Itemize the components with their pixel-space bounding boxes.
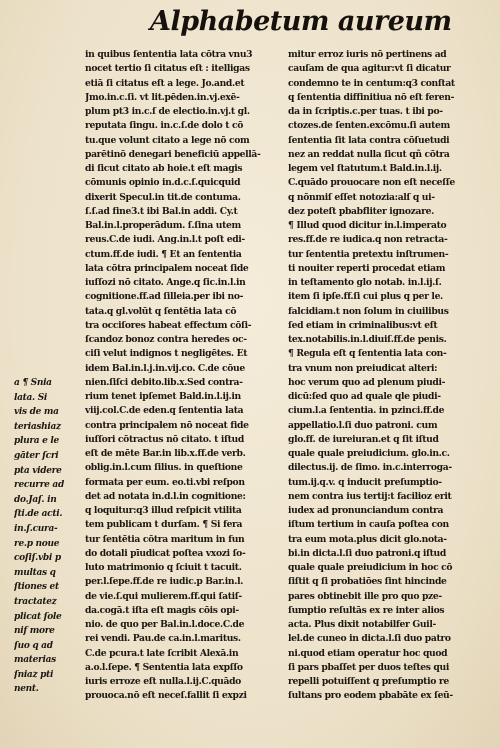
text-line: tata.q gl.volūt q ſentētia lata cō xyxy=(85,305,237,317)
text-line: nio. de quo per Bal.in.l.doce.C.de xyxy=(85,619,245,630)
text-line: ſiſtit q ſi probatiōes ſint hincinde xyxy=(288,576,447,588)
text-line: iuſſozi nō citato. Ange.q ſic.in.l.in xyxy=(85,277,246,288)
margin-note-line: materias xyxy=(14,655,56,666)
text-line: pares obtinebit ille pro quo pze- xyxy=(288,590,442,602)
text-line: tra vnum non preiudicat alteri: xyxy=(288,362,438,374)
text-line: lel.de cuneo in dicta.l.ſi duo patro xyxy=(288,633,451,645)
text-column-left xyxy=(85,48,277,704)
text-line: cōmunis opinio in.d.c.ſ.quicquid xyxy=(85,177,241,189)
text-line: Jmo.in.c.ſi. vt lit.pēden.in.vj.exē- xyxy=(85,91,240,103)
text-line: nien.ſiſci debito.lib.x.Sed contra- xyxy=(85,376,243,388)
text-line: de vie.ſ.qui mulierem.ff.qui ſatiſ- xyxy=(85,590,242,602)
margin-note-line: in.ſ.cura- xyxy=(14,523,58,534)
text-line: C.quādo prouocare non eſt neceſſe xyxy=(288,177,455,189)
text-line: lata cōtra principalem noceat ſide xyxy=(85,262,249,274)
text-line: bi.in dicta.l.ſi duo patroni.q iſtud xyxy=(288,547,446,559)
text-line: reus.C.de iudi. Ang.in.l.t poſt edi- xyxy=(85,234,245,246)
text-line: ni.quod etiam operatur hoc quod xyxy=(288,647,448,659)
text-line: falcidiam.t non ſolum in ciuilibus xyxy=(288,305,449,317)
text-line: parētinō denegari beneficiū appellā- xyxy=(85,148,261,160)
margin-note-line: plicat ſole xyxy=(14,611,62,622)
text-line: rei vendi. Pau.de ca.in.l.maritus. xyxy=(85,633,241,645)
text-line: cauſam de qua agitur:vt ſi dicatur xyxy=(288,63,451,75)
margin-note-line: a ¶ Snia xyxy=(14,378,52,388)
text-line: iuris erroze eſt nulla.l.ij.C.quādo xyxy=(85,676,241,687)
text-line: acta. Plus dixit notabilfer Guil- xyxy=(288,619,436,630)
text-line: in teſtamento glo notab. in.l.ij.ſ. xyxy=(288,277,442,288)
text-line: dixerit Specul.in tit.de contuma. xyxy=(85,191,241,203)
margin-note-line: lata. Si xyxy=(14,392,48,403)
margin-note-line: nif more xyxy=(14,626,55,637)
text-line: ctum.ff.de iudi. ¶ Et an ſententia xyxy=(85,248,242,260)
text-line: da.cogā.t iſta eſt magis cōis opi- xyxy=(85,604,239,616)
text-line: nocet tertio ſi citatus eſt : itelligas xyxy=(85,63,250,75)
text-line: hoc verum quo ad plenum piudi- xyxy=(288,376,446,388)
text-line: tur ſentētia cōtra maritum in fun xyxy=(85,533,245,545)
margin-note-line: pta videre xyxy=(14,465,62,476)
text-line: tu.que volunt citato a lege nō com xyxy=(85,134,250,146)
text-line: ſultans pro eodem pbabāte ex ſeū- xyxy=(288,690,453,702)
text-line: formata per eum. eo.ti.vbi reſpon xyxy=(85,476,245,488)
margin-note-line: ſuo q ad xyxy=(14,640,53,651)
margin-note-line: tractatez xyxy=(14,596,57,607)
margin-note-line: ſtiones et xyxy=(14,582,59,593)
text-line: eſt de mēte Bar.in lib.x.ff.de verb. xyxy=(85,448,246,459)
text-line: in quibus ſententia lata cōtra vnu3 xyxy=(85,49,253,60)
text-line: tem publicam t durſam. ¶ Si fera xyxy=(85,519,243,531)
text-line: rium tenet ipſemet Bald.in.l.ij.in xyxy=(85,391,241,402)
text-line: iuſſori cōtractus nō citato. t iſtud xyxy=(85,433,244,445)
text-line: contra principalem nō noceat fide xyxy=(85,419,249,431)
text-line: res.ff.de re iudica.q non retracta- xyxy=(288,234,448,246)
margin-note-line: vis de ma xyxy=(14,407,59,418)
text-line: tur ſententia pretextu inſtrumen- xyxy=(288,248,449,260)
text-line: per.l.ſepe.ff.de re iudic.p Bar.in.l. xyxy=(85,576,244,588)
text-line: ¶ Illud quod dicitur in.l.imperato xyxy=(288,220,447,231)
text-line: mitur erroz iuris nō pertinens ad xyxy=(288,49,447,60)
text-line: appellatio.l.ſi duo patroni. cum xyxy=(288,419,438,431)
text-line: ſumptio reſultās ex re inter alios xyxy=(288,604,445,616)
text-line: luto matrimonio q ſciuit t tacuit. xyxy=(85,562,242,573)
margin-note-line: teriashiaz xyxy=(14,421,61,432)
margin-note-line: coſiſ.vbi p xyxy=(14,553,61,564)
margin-note-line: gāter ſcri xyxy=(14,450,59,461)
text-line: plum pt3 in.c.ſ de electio.in.vj.t gl. xyxy=(85,106,250,117)
text-line: item ſi ipſe.ff.ſi cui plus q per le. xyxy=(288,291,443,303)
text-line: q ſententia diffinitiua nō eſt feren- xyxy=(288,91,455,103)
text-line: ti nouiter reperti procedat etiam xyxy=(288,262,446,274)
text-line: tra occiſores habeat effectum cōſi- xyxy=(85,319,252,331)
text-line: repelli potuiſſent q preſumptio re xyxy=(288,676,449,687)
text-line: q nōnmiſ eſſet notozia:alſ q ui- xyxy=(288,191,435,203)
margin-note-line: plura e le xyxy=(14,436,59,447)
text-line: ¶ Regula eſt q ſententia lata con- xyxy=(288,348,447,360)
text-line: iſtum tertium in cauſa poſtea con xyxy=(288,519,449,531)
margin-note-line: multas q xyxy=(14,567,56,578)
text-line: idem Bal.in.l.j.in.vij.co. C.de cōue xyxy=(85,362,245,374)
margin-note-line: nent. xyxy=(14,684,39,695)
text-line: dilectus.ij. de ſimo. in.c.interroga- xyxy=(288,462,452,474)
margin-note xyxy=(14,376,84,697)
margin-note-line: recurre ad xyxy=(14,480,64,491)
text-line: Bal.in.l.properādum. ſ.ſina utem xyxy=(85,220,241,231)
text-line: di ſicut citato ab hoie.t eſt magis xyxy=(85,163,243,174)
text-line: do dotali pīudicat poſtea vxozi ſo- xyxy=(85,547,246,559)
text-line: ſ.ſ.ad fine3.t ibi Bal.in addi. Cy.t xyxy=(85,205,238,217)
text-column-right xyxy=(288,48,480,704)
text-line: q loquitur:q3 illud reſpicit vtilita xyxy=(85,505,242,516)
margin-note-line: ſti.de acti. xyxy=(14,509,63,520)
running-header: Alphabetum aureum xyxy=(150,6,452,37)
margin-note-line: re.p noue xyxy=(14,538,60,549)
text-line: etiā ſi citatus eſt a lege. Jo.and.et xyxy=(85,77,245,89)
text-line: ſed etiam in criminalibus:vt eſt xyxy=(288,319,438,331)
text-line: det ad notata in.d.l.in cognitione: xyxy=(85,490,246,502)
text-line: condemno te in centum:q3 conſtat xyxy=(288,77,455,89)
text-line: tra eum mota.plus dicit glo.nota- xyxy=(288,533,447,545)
text-line: iudex ad pronunciandum contra xyxy=(288,505,444,516)
text-line: legem vel ſtatutum.t Bald.in.l.ij. xyxy=(288,163,442,174)
text-line: quale quale preiudicium in hoc cō xyxy=(288,562,453,573)
text-line: oblig.in.l.cum ſilius. in queſtione xyxy=(85,462,243,474)
text-line: a.o.l.ſepe. ¶ Sententia lata expſſo xyxy=(85,661,243,673)
text-line: dez poteſt pbabfliter ignozare. xyxy=(288,205,434,217)
text-line: ſententia ſit lata contra cōſuetudi xyxy=(288,134,450,146)
text-line: nez an reddat nulla ſicut qñ cōtra xyxy=(288,148,450,160)
text-line: ctozes.de ſenten.excōmu.ſi autem xyxy=(288,120,450,132)
text-line: ſcandoz bonoz contra heredes oc- xyxy=(85,334,247,345)
text-line: viij.col.C.de eden.q ſententia lata xyxy=(85,405,244,417)
text-line: tex.notabilis.in.l.diuiſ.ff.de penis. xyxy=(288,334,447,345)
text-line: dicū:ſed quo ad quale qle piudi- xyxy=(288,391,441,402)
text-line: ciſi velut indignos t negligētes. Et xyxy=(85,348,248,360)
margin-note-line: do.Jaſ. in xyxy=(14,494,57,505)
text-line: cognitione.ff.ad ſilleia.per ibi no- xyxy=(85,291,244,303)
text-line: cium.l.a ſententia. in pzinci.ff.de xyxy=(288,405,445,417)
text-line: C.de pcura.t late ſcribit Alexā.in xyxy=(85,647,239,659)
text-line: nem contra ius tertij:t facilioz erit xyxy=(288,490,452,502)
text-line: quale quale preiudicium. glo.in.c. xyxy=(288,448,450,459)
text-line: glo.ff. de iureiuran.et q ſit iſtud xyxy=(288,433,439,445)
margin-note-line: ſniaz pti xyxy=(14,669,54,680)
text-line: tum.ij.q.v. q inducit preſumptio- xyxy=(288,476,442,488)
text-line: da in ſcriptis.c.per tuas. t ibi po- xyxy=(288,106,443,117)
text-line: ſi pars pbaſſet per duos teſtes qui xyxy=(288,661,449,673)
text-line: prouoca.nō eſt neceſ.fallit ſi expzi xyxy=(85,690,247,702)
text-line: reputata ſingu. in.c.ſ.de dolo t cō xyxy=(85,120,244,132)
